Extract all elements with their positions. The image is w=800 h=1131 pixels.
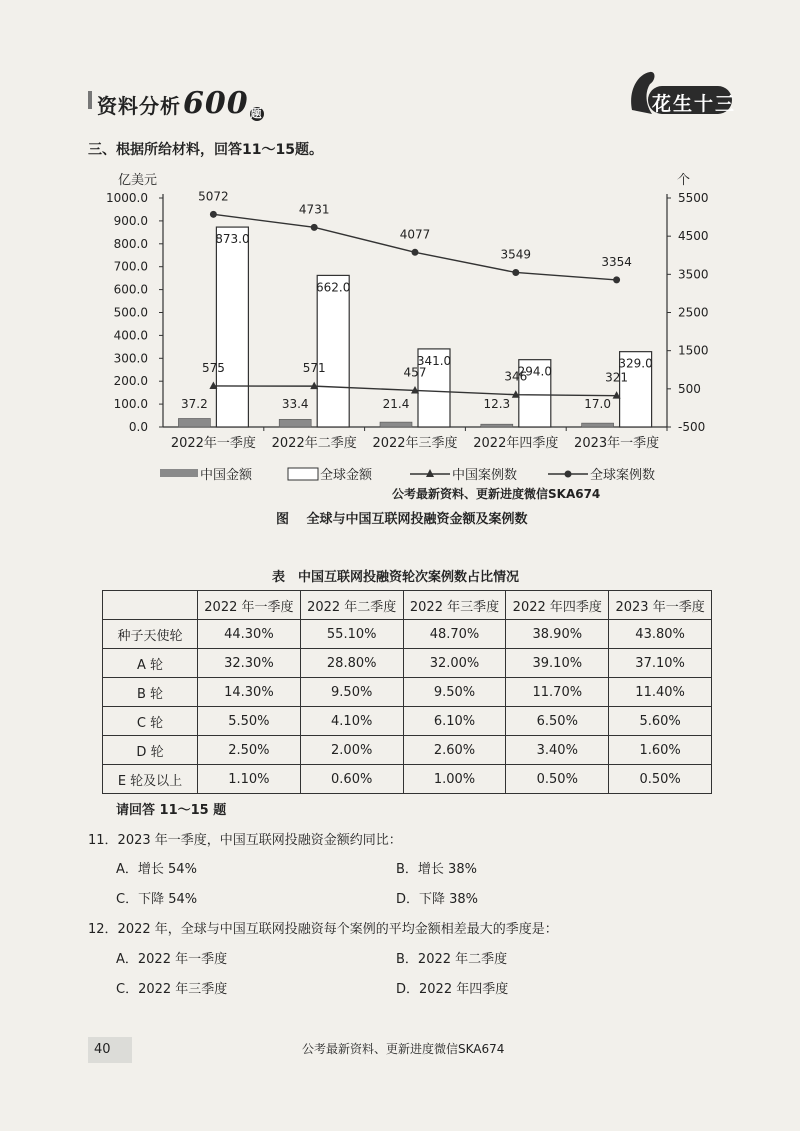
table-row-label: C 轮: [103, 707, 198, 736]
left-tick-label: 0.0: [128, 420, 148, 434]
point-global-cases: [210, 211, 217, 218]
table-row: [103, 649, 712, 678]
question-11-option-d[interactable]: D．下降 38%: [396, 892, 479, 907]
bar-global-amount-label: 873.0: [215, 232, 250, 247]
table-header-cell: 2022 年四季度: [506, 591, 609, 620]
left-tick-label: 500.0: [113, 305, 148, 320]
table-cell: 48.70%: [403, 620, 506, 649]
table-cell: 0.60%: [300, 765, 403, 794]
table-cell: 32.00%: [403, 649, 506, 678]
book-title-number: 600: [183, 86, 249, 121]
question-11-option-b[interactable]: B．增长 38%: [396, 862, 477, 877]
question-11-option-c[interactable]: C．下降 54%: [116, 892, 198, 907]
table-row: [103, 620, 712, 649]
legend-china-amount-label: 中国金额: [200, 468, 253, 483]
bar-china-amount: [178, 418, 210, 427]
bar-global-amount-label: 294.0: [517, 364, 552, 379]
table-header-row: [103, 591, 712, 620]
bar-china-amount-label: 12.3: [483, 397, 511, 411]
table-cell: 55.10%: [300, 620, 403, 649]
table-header-corner: [103, 591, 198, 620]
table-cell: 1.60%: [609, 736, 712, 765]
legend-global-amount-label: 全球金额: [320, 468, 373, 483]
book-title-suffix: 题: [250, 107, 263, 120]
questions-heading: 请回答 11～15 题: [116, 803, 227, 818]
bar-china-amount-label: 21.4: [382, 397, 410, 411]
left-tick-label: 400.0: [113, 328, 148, 343]
table-body: [103, 620, 712, 794]
left-tick-label: 900.0: [113, 213, 148, 228]
table-cell: 43.80%: [609, 620, 712, 649]
label-global-cases: 3354: [601, 254, 632, 269]
label-global-cases: 4077: [399, 227, 431, 242]
bar-global-amount: [216, 227, 248, 427]
table-cell: 0.50%: [506, 765, 609, 794]
label-china-cases: 457: [403, 365, 427, 380]
legend-global-cases-label: 全球案例数: [590, 468, 656, 483]
table-cell: 6.10%: [403, 707, 506, 736]
point-global-cases: [613, 276, 620, 283]
table-cell: 37.10%: [609, 649, 712, 678]
table-row: [103, 736, 712, 765]
legend-china-cases-marker: [426, 469, 434, 477]
series-line-global-cases: [213, 214, 616, 280]
bar-china-amount: [279, 419, 311, 427]
question-12: 12．2022 年，全球与中国互联网投融资每个案例的平均金额相差最大的季度是：: [88, 922, 558, 937]
question-12-option-d[interactable]: D．2022 年四季度: [396, 982, 509, 997]
bar-china-amount-label: 37.2: [181, 397, 208, 411]
table-cell: 38.90%: [506, 620, 609, 649]
bar-global-amount-label: 341.0: [416, 353, 452, 368]
table-row: [103, 765, 712, 794]
x-tick-label: 2022年四季度: [473, 436, 559, 451]
left-tick-label: 600.0: [113, 282, 148, 297]
chart: [0, 0, 800, 540]
right-tick-label: -500: [678, 420, 706, 434]
right-axis-label: 个: [677, 173, 691, 188]
table-row: [103, 678, 712, 707]
point-global-cases: [311, 224, 318, 231]
book-title-text: 资料分析: [97, 94, 181, 118]
table-cell: 9.50%: [403, 678, 506, 707]
bar-global-amount-label: 329.0: [618, 356, 653, 371]
question-11-option-a[interactable]: A．增长 54%: [116, 862, 197, 877]
section-title: 三、根据所给材料，回答11～15题。: [88, 142, 323, 158]
x-tick-label: 2022年三季度: [372, 436, 458, 451]
legend-global-amount-swatch: [288, 468, 318, 480]
table-row-label: D 轮: [103, 736, 198, 765]
legend-china-cases-label: 中国案例数: [452, 468, 518, 483]
x-tick-label: 2023年一季度: [574, 436, 660, 451]
table-header-cell: 2022 年三季度: [403, 591, 506, 620]
table-cell: 32.30%: [198, 649, 301, 678]
bar-china-amount: [481, 424, 513, 427]
bar-china-amount: [380, 422, 412, 427]
table-cell: 2.60%: [403, 736, 506, 765]
question-12-option-b[interactable]: B．2022 年二季度: [396, 952, 508, 967]
table-cell: 2.50%: [198, 736, 301, 765]
bar-china-amount: [582, 423, 614, 427]
left-tick-label: 800.0: [113, 236, 148, 251]
left-tick-label: 1000.0: [106, 191, 148, 205]
legend-global-cases-marker: [565, 471, 572, 478]
label-global-cases: 3549: [500, 247, 532, 262]
bar-china-amount-label: 17.0: [584, 397, 611, 411]
question-12-option-a[interactable]: A．2022 年一季度: [116, 952, 228, 967]
label-china-cases: 575: [201, 360, 225, 375]
table-row-label: 种子天使轮: [103, 620, 198, 649]
table-cell: 11.40%: [609, 678, 712, 707]
question-12-option-c[interactable]: C．2022 年三季度: [116, 982, 228, 997]
table-cell: 39.10%: [506, 649, 609, 678]
left-tick-label: 100.0: [113, 397, 148, 412]
table-cell: 2.00%: [300, 736, 403, 765]
table-cell: 28.80%: [300, 649, 403, 678]
footer-text: 公考最新资料、更新进度微信SKA674: [302, 1042, 505, 1056]
x-tick-label: 2022年二季度: [271, 436, 357, 451]
left-tick-label: 300.0: [113, 351, 148, 366]
label-china-cases: 571: [302, 361, 326, 376]
bar-global-amount: [317, 275, 349, 427]
brand-logo-text: 花生十三: [652, 93, 737, 115]
left-tick-label: 200.0: [113, 374, 148, 389]
table-cell: 0.50%: [609, 765, 712, 794]
label-global-cases: 4731: [298, 202, 330, 217]
right-tick-label: 4500: [678, 229, 709, 244]
table-row: [103, 707, 712, 736]
table-cell: 6.50%: [506, 707, 609, 736]
right-tick-label: 1500: [678, 343, 709, 358]
label-global-cases: 5072: [198, 189, 229, 204]
point-global-cases: [412, 249, 419, 256]
table-caption: 表 中国互联网投融资轮次案例数占比情况: [272, 570, 520, 585]
right-tick-label: 5500: [678, 191, 709, 205]
figure-caption-label: 图: [276, 512, 290, 527]
label-china-cases: 321: [605, 370, 629, 385]
table-cell: 3.40%: [506, 736, 609, 765]
table-cell: 1.10%: [198, 765, 301, 794]
bar-china-amount-label: 33.4: [281, 397, 309, 411]
legend-china-amount-swatch: [160, 469, 198, 477]
table-row-label: B 轮: [103, 678, 198, 707]
page-number: 40: [88, 1037, 132, 1063]
table-cell: 44.30%: [198, 620, 301, 649]
table-cell: 4.10%: [300, 707, 403, 736]
watermark: 公考最新资料、更新进度微信SKA674: [392, 487, 601, 501]
right-tick-label: 2500: [678, 305, 709, 320]
figure-caption-title: 全球与中国互联网投融资金额及案例数: [306, 512, 528, 527]
left-tick-label: 700.0: [113, 259, 148, 274]
table-cell: 5.50%: [198, 707, 301, 736]
point-global-cases: [512, 269, 519, 276]
figure-caption: [276, 508, 528, 527]
right-tick-label: 500: [678, 381, 701, 396]
table-row-label: A 轮: [103, 649, 198, 678]
x-tick-label: 2022年一季度: [170, 436, 256, 451]
table-header-cell: 2023 年一季度: [609, 591, 712, 620]
table-cell: 14.30%: [198, 678, 301, 707]
bar-global-amount-label: 662.0: [316, 280, 351, 295]
data-table: [102, 590, 712, 794]
table-row-label: E 轮及以上: [103, 765, 198, 794]
table-cell: 5.60%: [609, 707, 712, 736]
label-china-cases: 346: [504, 369, 528, 384]
table-cell: 9.50%: [300, 678, 403, 707]
right-tick-label: 3500: [678, 267, 709, 282]
table-cell: 11.70%: [506, 678, 609, 707]
left-axis-label: 亿美元: [118, 173, 158, 188]
question-11: 11．2023 年一季度，中国互联网投融资金额约同比：: [88, 833, 402, 848]
table-header-cell: 2022 年一季度: [198, 591, 301, 620]
table-header-cell: 2022 年二季度: [300, 591, 403, 620]
table-cell: 1.00%: [403, 765, 506, 794]
